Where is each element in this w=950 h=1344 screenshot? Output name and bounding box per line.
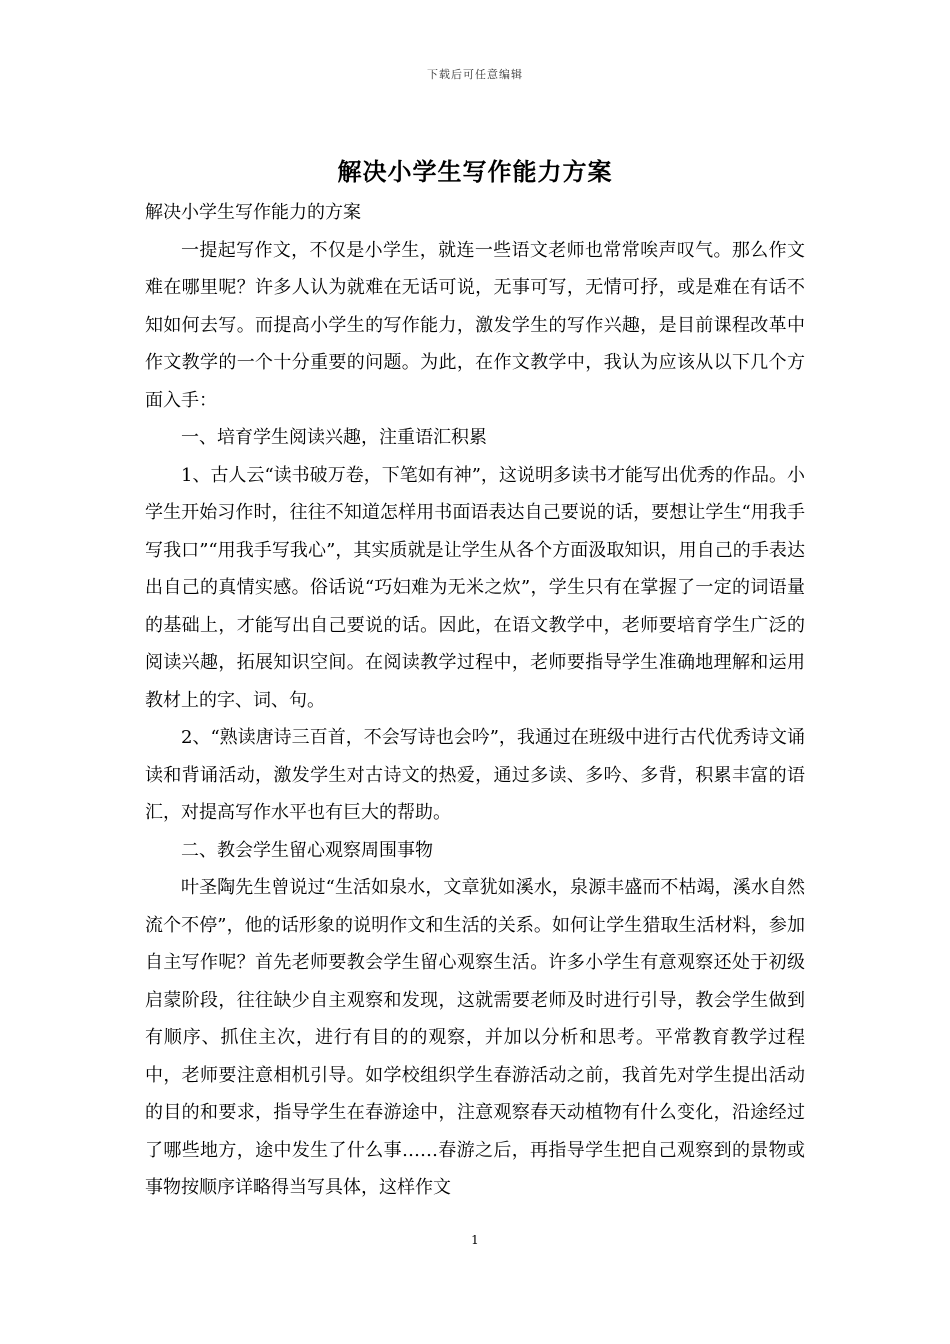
document-title: 解决小学生写作能力方案 [337,157,613,186]
page-header-note: 下载后可任意编辑 [427,68,523,81]
section-heading-2: 二、教会学生留心观察周围事物 [181,839,433,861]
page-number: 1 [471,1233,479,1247]
document-body [145,194,805,1207]
document-subtitle: 解决小学生写作能力的方案 [145,202,361,223]
section-heading-1: 一、培育学生阅读兴趣，注重语汇积累 [181,427,487,448]
paragraph-point-1: 1、古人云“读书破万卷，下笔如有神”，这说明多读书才能写出优秀的作品。小学生开始习作时，往往不知道怎样用书面语表达自己要说的话，要想让学生“用我手写我口”“用我手写我心”，其实质就是让学生从各个方面汲取知识，用自己的手表达出自己的真情实感。俗话说“巧妇难为无米之炊”，学生只有在掌握了一定的词语量的基础上，才能写出自己要说的话。因此，在语文教学中，老师要培育学生广泛的阅读兴趣，拓展知识空间。在阅读教学过程中，老师要指导学生准确地理解和运用教材上的字、词、句。 [145,464,805,711]
paragraph-observation: 叶圣陶先生曾说过“生活如泉水，文章犹如溪水，泉源丰盛而不枯竭，溪水自然流个不停”，他的话形象的说明作文和生活的关系。如何让学生猎取生活材料，参加自主写作呢？首先老师要教会学生留心观察生活。许多小学生有意观察还处于初级启蒙阶段，往往缺少自主观察和发现，这就需要老师及时进行引导，教会学生做到有顺序、抓住主次，进行有目的的观察，并加以分析和思考。平常教育教学过程中，老师要注意相机引导。如学校组织学生春游活动之前，我首先对学生提出活动的目的和要求，指导学生在春游途中，注意观察春天动植物有什么变化，沿途经过了哪些地方，途中发生了什么事……春游之后，再指导学生把自己观察到的景物或事物按顺序详略得当写具体，这样作文 [145,877,805,1198]
paragraph-intro: 一提起写作文，不仅是小学生，就连一些语文老师也常常唉声叹气。那么作文难在哪里呢？许多人认为就难在无话可说，无事可写，无情可抒，或是难在有话不知如何去写。而提高小学生的写作能力，激发学生的写作兴趣，是目前课程改革中作文教学的一个十分重要的问题。为此，在作文教学中，我认为应该从以下几个方面入手： [145,239,805,411]
paragraph-point-2: 2、“熟读唐诗三百首，不会写诗也会吟”，我通过在班级中进行古代优秀诗文诵读和背诵活动，激发学生对古诗文的热爱，通过多读、多吟、多背，积累丰富的语汇，对提高写作水平也有巨大的帮助。 [145,727,805,823]
